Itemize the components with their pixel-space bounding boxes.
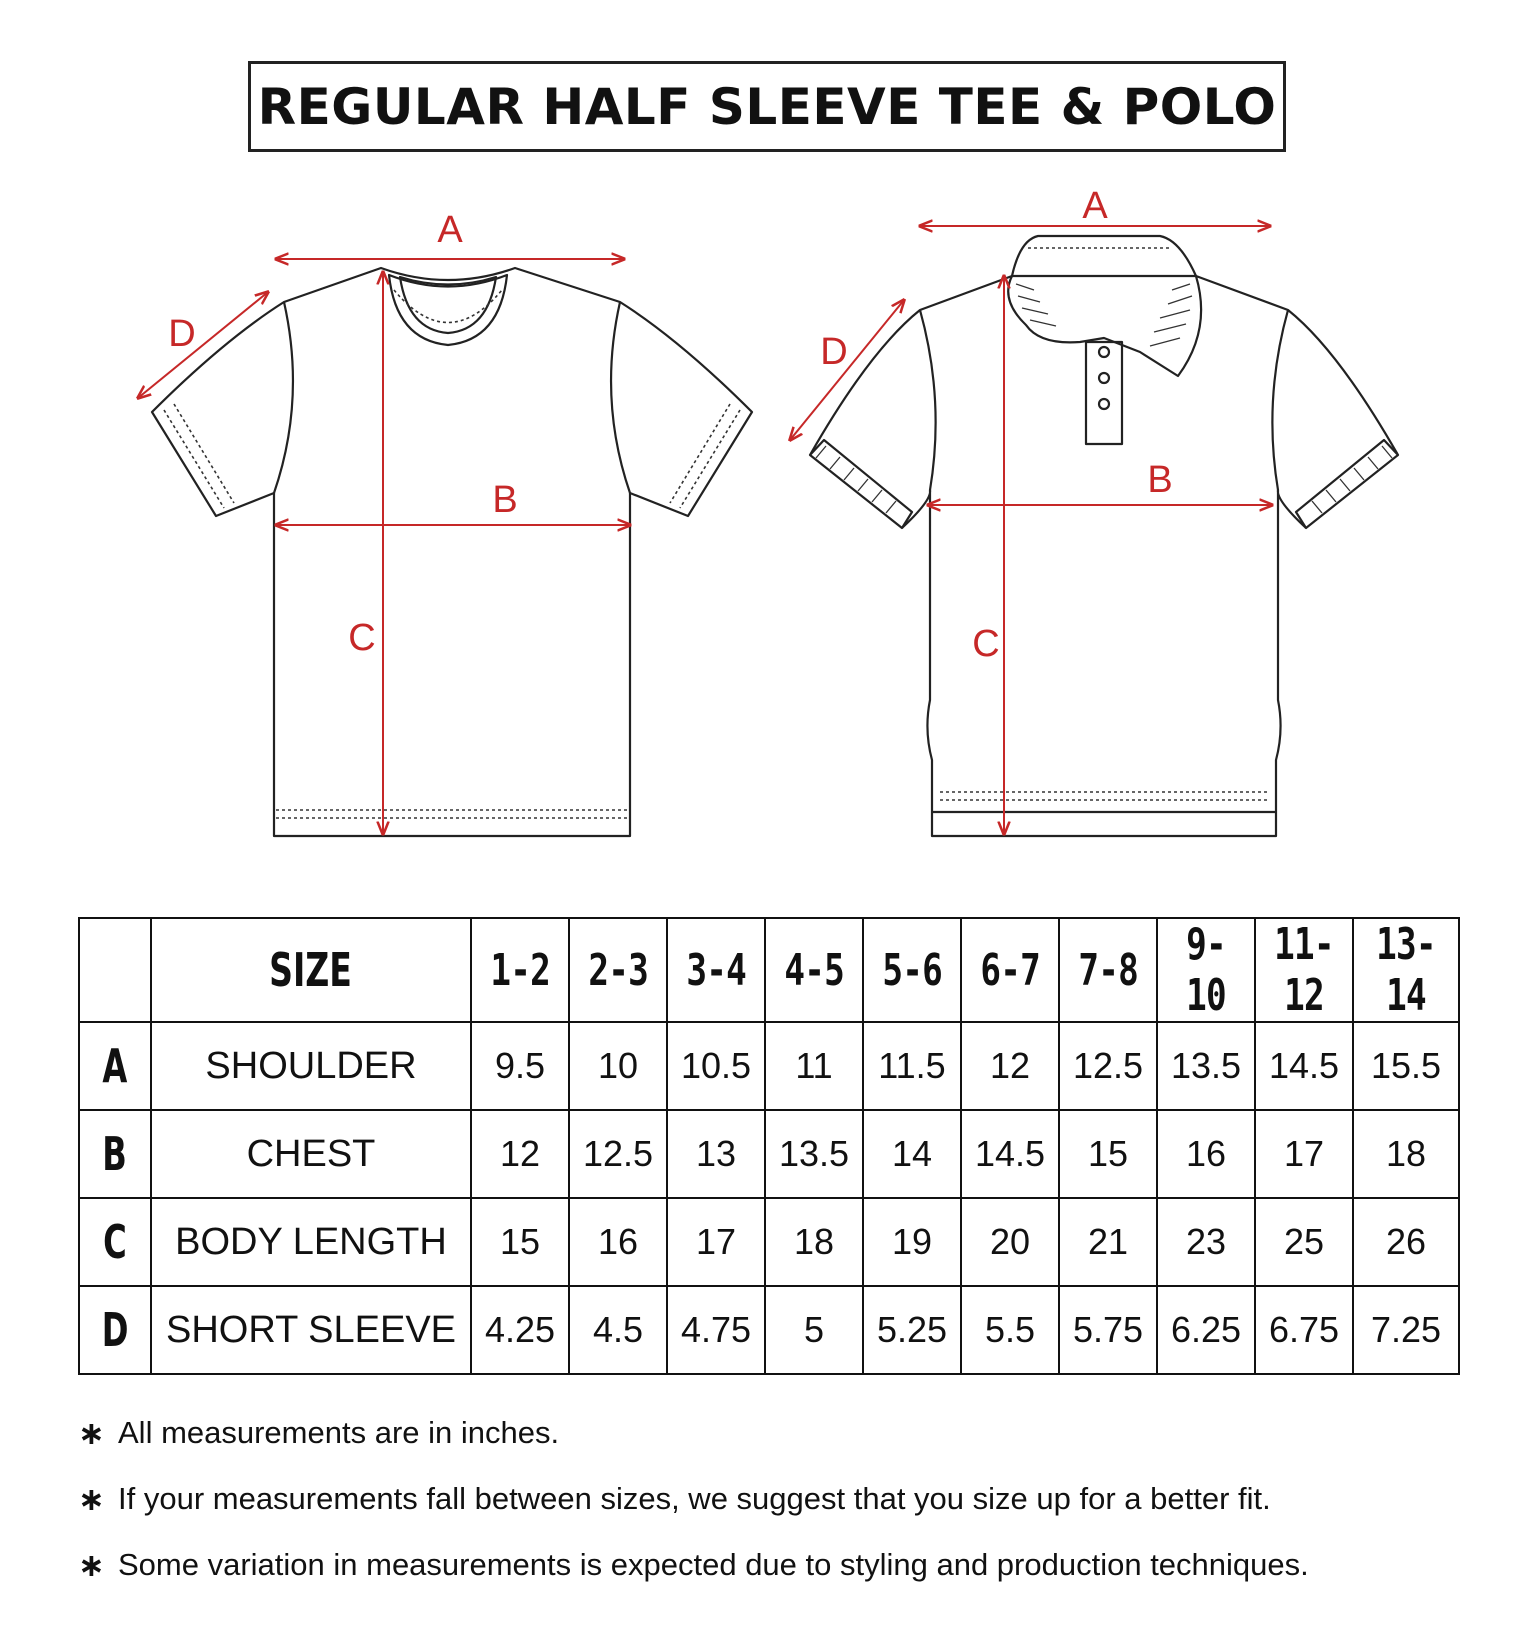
row-letter-cell — [79, 1198, 151, 1286]
measurement-row-shoulder — [79, 1022, 1459, 1110]
size-label-cell — [151, 918, 471, 1022]
row-letter: A — [102, 1039, 128, 1093]
polo-illustration — [790, 185, 1398, 836]
value-cell: 13 — [667, 1110, 765, 1198]
page-title: REGULAR HALF SLEEVE TEE & POLO — [257, 77, 1277, 136]
value-cell: 14 — [863, 1110, 961, 1198]
row-letter: B — [102, 1127, 128, 1181]
size-header-cell — [1353, 918, 1459, 1022]
polo-label-d: D — [820, 331, 848, 373]
polo-left-armhole — [920, 310, 936, 490]
size-header: 4-5 — [784, 944, 844, 996]
tee-left-armhole — [274, 302, 293, 493]
value-cell: 14.5 — [1255, 1022, 1353, 1110]
value-cell: 15 — [471, 1198, 569, 1286]
row-letter-cell — [79, 1022, 151, 1110]
row-name-cell — [151, 1198, 471, 1286]
tee-right-cuff-stitch — [680, 410, 740, 508]
polo-label-b: B — [1147, 459, 1173, 501]
value-cell: 13.5 — [765, 1110, 863, 1198]
row-name: SHORT SLEEVE — [165, 1308, 457, 1351]
value-cell: 5.75 — [1059, 1286, 1157, 1374]
value-cell: 15 — [1059, 1110, 1157, 1198]
tee-left-cuff-stitch — [164, 410, 224, 508]
value-cell: 12 — [471, 1110, 569, 1198]
value-cell: 21 — [1059, 1198, 1157, 1286]
tee-left-cuff-stitch-2 — [174, 404, 234, 503]
polo-label-c: C — [972, 623, 1000, 665]
polo-label-a: A — [1082, 185, 1108, 227]
note-text: If your measurements fall between sizes, we suggest that you size up for a better fit. — [118, 1481, 1271, 1516]
value-cell: 9.5 — [471, 1022, 569, 1110]
measurement-row-chest — [79, 1110, 1459, 1198]
size-header: 6-7 — [980, 944, 1040, 996]
size-header-cell — [961, 918, 1059, 1022]
value-cell: 23 — [1157, 1198, 1255, 1286]
size-header-cell — [1157, 918, 1255, 1022]
value-cell: 4.75 — [667, 1286, 765, 1374]
size-header-cell — [1255, 918, 1353, 1022]
tee-measure-d — [138, 292, 268, 398]
value-cell: 19 — [863, 1198, 961, 1286]
row-name-cell — [151, 1110, 471, 1198]
note-text: All measurements are in inches. — [118, 1415, 560, 1450]
size-header-cell — [863, 918, 961, 1022]
value-cell: 4.25 — [471, 1286, 569, 1374]
value-cell: 17 — [1255, 1110, 1353, 1198]
measurement-row-body-length — [79, 1198, 1459, 1286]
tee-outline — [152, 268, 752, 836]
measurement-row-short-sleeve — [79, 1286, 1459, 1374]
value-cell: 18 — [1353, 1110, 1459, 1198]
corner-cell — [79, 918, 151, 1022]
asterisk-icon: ∗ — [78, 1547, 105, 1583]
value-cell: 5 — [765, 1286, 863, 1374]
value-cell: 7.25 — [1353, 1286, 1459, 1374]
size-header-cell — [765, 918, 863, 1022]
tee-illustration — [138, 209, 752, 836]
tee-right-cuff-stitch-2 — [670, 404, 730, 503]
value-cell: 12.5 — [569, 1110, 667, 1198]
value-cell: 14.5 — [961, 1110, 1059, 1198]
size-header: 7-8 — [1078, 944, 1138, 996]
polo-button-3 — [1099, 399, 1109, 409]
row-letter-cell — [79, 1286, 151, 1374]
row-letter: D — [101, 1303, 129, 1357]
polo-button-1 — [1099, 347, 1109, 357]
tee-collar-stitch — [394, 290, 502, 323]
row-name: BODY LENGTH — [175, 1220, 447, 1263]
tee-label-a: A — [437, 209, 463, 251]
tee-label-c: C — [348, 617, 376, 659]
value-cell: 6.25 — [1157, 1286, 1255, 1374]
value-cell: 15.5 — [1353, 1022, 1459, 1110]
size-header-cell — [471, 918, 569, 1022]
value-cell: 13.5 — [1157, 1022, 1255, 1110]
size-header-row — [79, 918, 1459, 1022]
size-header-cell — [569, 918, 667, 1022]
value-cell: 16 — [569, 1198, 667, 1286]
note-item — [78, 1400, 1498, 1466]
size-header: 2-3 — [588, 944, 648, 996]
value-cell: 10 — [569, 1022, 667, 1110]
polo-right-cuff — [1296, 440, 1398, 528]
row-letter-cell — [79, 1110, 151, 1198]
size-header: 5-6 — [882, 944, 942, 996]
value-cell: 5.25 — [863, 1286, 961, 1374]
tee-label-b: B — [492, 479, 518, 521]
value-cell: 16 — [1157, 1110, 1255, 1198]
tee-collar-inner — [400, 277, 496, 333]
size-label: SIZE — [269, 943, 353, 997]
value-cell: 26 — [1353, 1198, 1459, 1286]
tee-right-armhole — [611, 302, 630, 493]
value-cell: 5.5 — [961, 1286, 1059, 1374]
value-cell: 10.5 — [667, 1022, 765, 1110]
value-cell: 17 — [667, 1198, 765, 1286]
value-cell: 6.75 — [1255, 1286, 1353, 1374]
asterisk-icon: ∗ — [78, 1415, 105, 1451]
size-header: 1-2 — [490, 944, 550, 996]
tee-label-d: D — [168, 313, 196, 355]
size-chart-table — [78, 917, 1460, 1375]
polo-button-2 — [1099, 373, 1109, 383]
value-cell: 11.5 — [863, 1022, 961, 1110]
value-cell: 12 — [961, 1022, 1059, 1110]
polo-outline — [810, 276, 1398, 836]
polo-right-armhole — [1272, 310, 1288, 490]
note-item — [78, 1466, 1498, 1532]
value-cell: 12.5 — [1059, 1022, 1157, 1110]
value-cell: 20 — [961, 1198, 1059, 1286]
row-letter: C — [103, 1215, 127, 1269]
row-name-cell — [151, 1286, 471, 1374]
polo-left-cuff — [810, 440, 912, 528]
polo-collar — [1008, 236, 1201, 376]
size-header-cell — [1059, 918, 1157, 1022]
size-header-cell — [667, 918, 765, 1022]
value-cell: 4.5 — [569, 1286, 667, 1374]
value-cell: 11 — [765, 1022, 863, 1110]
size-header: 11-12 — [1274, 919, 1334, 1021]
value-cell: 25 — [1255, 1198, 1353, 1286]
size-header: 9-10 — [1186, 919, 1226, 1021]
value-cell: 18 — [765, 1198, 863, 1286]
note-item — [78, 1532, 1498, 1598]
size-header: 3-4 — [686, 944, 746, 996]
row-name: SHOULDER — [205, 1044, 417, 1087]
notes-list — [78, 1400, 1498, 1598]
row-name-cell — [151, 1022, 471, 1110]
note-text: Some variation in measurements is expected due to styling and production techniques. — [118, 1547, 1309, 1582]
row-name: CHEST — [246, 1132, 376, 1175]
asterisk-icon: ∗ — [78, 1481, 105, 1517]
size-header: 13-14 — [1376, 919, 1436, 1021]
